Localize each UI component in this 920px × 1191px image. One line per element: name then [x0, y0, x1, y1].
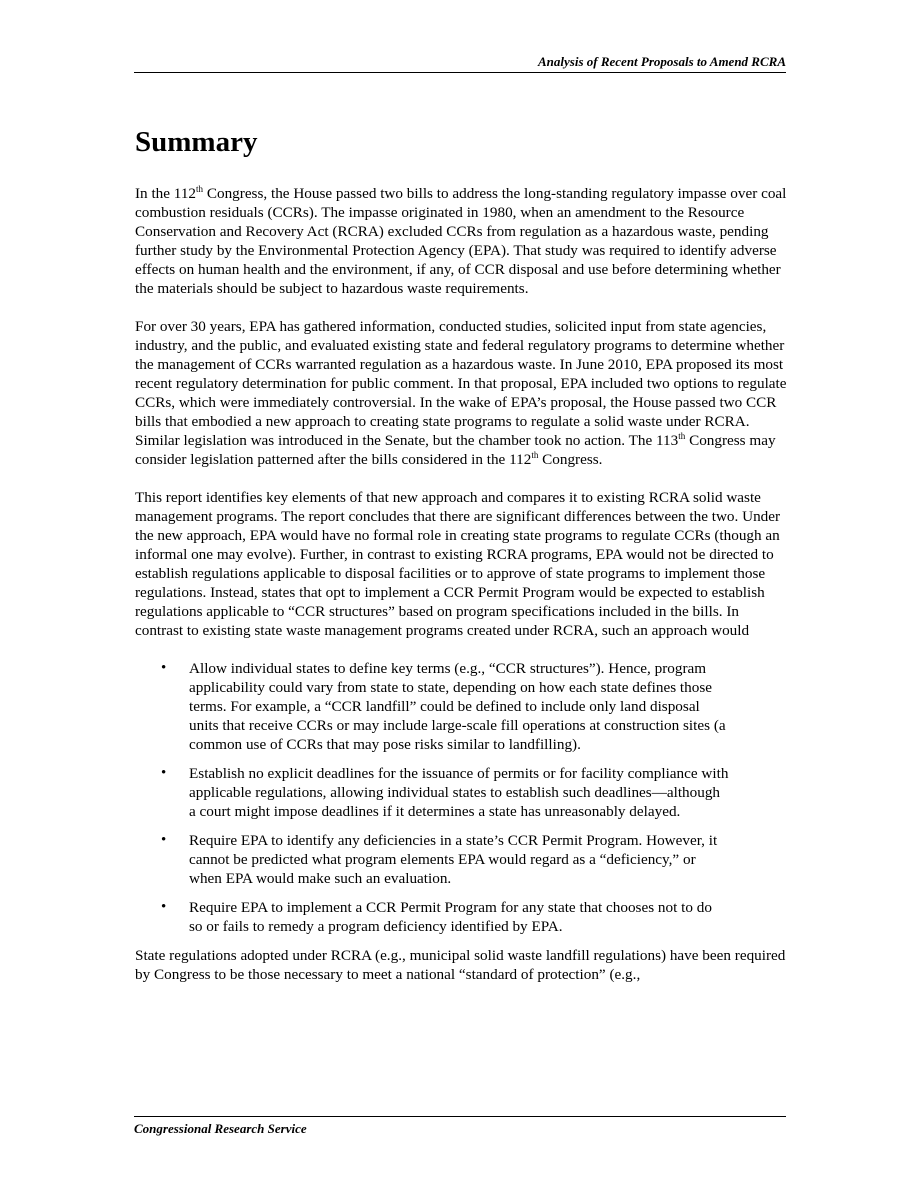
bullet-icon: • — [161, 899, 167, 915]
running-footer-text: Congressional Research Service — [134, 1121, 307, 1136]
list-item: • Allow individual states to define key terms (e.g., “CCR structures”). Hence, program applicability could vary from state to state, depending on how each state defines those terms. For example, a “CCR landfill” could be defined to include only land disposal units that receive CCRs or may include large-scale fill operations at construction sites (a common use of CCRs that may pose risks similar to landfilling). — [161, 660, 726, 753]
page-body — [135, 120, 787, 1003]
list-item: • Establish no explicit deadlines for the issuance of permits or for facility compliance with applicable regulations, allowing individual states to establish such deadlines—although a court might impose deadlines if it determines a state has unreasonably delayed. — [161, 765, 729, 820]
bullet-icon: • — [161, 660, 167, 676]
running-header-title: Analysis of Recent Proposals to Amend RCRA — [538, 54, 786, 69]
running-footer — [134, 1116, 786, 1137]
summary-paragraph-1: In the 112th Congress, the House passed two bills to address the long-standing regulatory impasse over coal combustion residuals (CCRs). The impasse originated in 1980, when an amendment to the Resource Conservation and Recovery Act (RCRA) excluded CCRs from regulation as a hazardous waste, pending further study by the Environmental Protection Agency (EPA). That study was required to identify adverse effects on human health and the environment, if any, of CCR disposal and use before determining whether the materials should be subject to hazardous waste requirements. — [135, 184, 787, 297]
list-item: • Require EPA to implement a CCR Permit Program for any state that chooses not to do so or fails to remedy a program deficiency identified by EPA. — [161, 899, 712, 935]
list-item: • Require EPA to identify any deficiencies in a state’s CCR Permit Program. However, it cannot be predicted what program elements EPA would regard as a “deficiency,” or when EPA would make such an evaluation. — [161, 832, 718, 887]
bullet-list — [135, 659, 787, 936]
bullet-icon: • — [161, 765, 167, 781]
bullet-icon: • — [161, 832, 167, 848]
summary-paragraph-3: This report identifies key elements of that new approach and compares it to existing RCRA solid waste management programs. The report concludes that there are significant differences between the two. Under the new approach, EPA would have no formal role in creating state programs to regulate CCRs (though an informal one may evolve). Further, in contrast to existing RCRA programs, EPA would not be directed to establish regulations applicable to disposal facilities or to approve of state programs to implement those regulations. Instead, states that opt to implement a CCR Permit Program would be expected to establish regulations applicable to “CCR structures” based on program specifications included in the bills. In contrast to existing state waste management programs created under RCRA, such an approach would — [135, 489, 781, 639]
running-header — [134, 54, 786, 73]
summary-paragraph-2: For over 30 years, EPA has gathered information, conducted studies, solicited input from state agencies, industry, and the public, and evaluated existing state and federal regulatory programs to determine whether the management of CCRs warranted regulation as a hazardous waste. In June 2010, EPA proposed its most recent regulatory determination for public comment. In that proposal, EPA included two options to regulate CCRs, which were immediately controversial. In the wake of EPA’s proposal, the House passed two CCR bills that embodied a new approach to creating state programs to regulate a solid waste under RCRA. Similar legislation was introduced in the Senate, but the chamber took no action. The 113th Congress may consider legislation patterned after the bills considered in the 112th Congress. — [135, 318, 787, 468]
summary-paragraph-4: State regulations adopted under RCRA (e.g., municipal solid waste landfill regulations) have been required by Congress to be those necessary to meet a national “standard of protection” (e.g., — [135, 947, 786, 983]
section-heading: Summary — [135, 126, 258, 158]
